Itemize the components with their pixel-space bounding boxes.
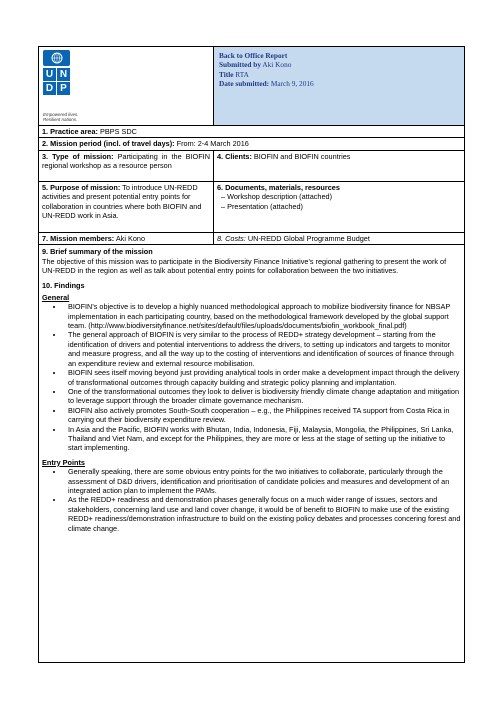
date-label: Date submitted:	[219, 79, 270, 89]
logo-cell	[39, 47, 214, 126]
submitted-value: Aki Kono	[262, 60, 292, 70]
costs-cell	[214, 232, 465, 244]
general-findings-list	[42, 302, 461, 453]
document-item: – Presentation (attached)	[221, 202, 461, 211]
list-item: • BIOFIN's objective is to develop a highly nuanced methodological approach to mobilize biodiversity finance for NBSAP implementation in each participating country, based on the methodological framework developed by the global support team. (http://www.biodiversityfinance.net/sites/default/files/uploads/documents/biofin_workbook_final.pdf)	[64, 302, 461, 330]
members-value: Aki Kono	[115, 233, 146, 243]
mission-period-row	[39, 138, 465, 150]
date-value: March 9, 2016	[270, 79, 314, 89]
un-emblem-icon	[43, 50, 70, 66]
logo-letter: U	[43, 68, 56, 81]
practice-area-row	[39, 126, 465, 138]
type-label: 3. Type of mission:	[42, 151, 114, 161]
summary-heading: 9. Brief summary of the mission	[42, 247, 153, 257]
clients-label: 4. Clients:	[217, 151, 252, 161]
list-item: • BIOFIN sees itself moving beyond just providing analytical tools in order make a development impact through the delivery of transformational outcomes through capacity building and strategic policy planning and implantation.	[64, 368, 461, 387]
report-body	[39, 245, 465, 663]
list-item: • Generally speaking, there are some obvious entry points for the two initiatives to collaborate, particularly through the assessment of D&D drivers, identification and prioritisation of candidate policies and measures and development of an integrated action plan to implement the PAMs.	[64, 467, 461, 495]
costs-value: UN-REDD Global Programme Budget	[247, 233, 370, 243]
title-value: RTA	[235, 69, 249, 79]
logo-tagline: Empowered lives. Resilient nations.	[43, 112, 79, 122]
report-form-table	[38, 46, 465, 663]
logo-letter: D	[43, 82, 56, 95]
list-item: • In Asia and the Pacific, BIOFIN works with Bhutan, India, Indonesia, Fiji, Malaysia, Mongolia, the Philippines, Sri Lanka, Thailand and Viet Nam, and except for the Philippines, they are more or less at the stage of setting up the initiative to start implementing.	[64, 425, 461, 453]
practice-label: 1. Practice area:	[42, 127, 98, 136]
report-header	[214, 47, 465, 126]
general-heading: General	[42, 292, 70, 302]
purpose-cell	[39, 181, 214, 232]
findings-heading: 10. Findings	[42, 281, 85, 291]
title-label: Title	[219, 69, 234, 79]
purpose-value: To introduce UN-REDD activities and present potential entry points for collaboration in countries where both BIOFIN and UN-REDD work in Asia.	[42, 182, 202, 221]
logo-letter: N	[57, 68, 70, 81]
report-sheet	[38, 46, 464, 663]
period-label: 2. Mission period (incl. of travel days):	[42, 139, 175, 149]
submitted-label: Submitted by	[219, 60, 261, 70]
mission-type-cell	[39, 150, 214, 181]
list-item: • As the REDD+ readiness and demonstration phases generally focus on a much wider range of issues, sectors and stakeholders, concerning land use and land cover change, it would be of benefit to BIOFIN to make use of the existing REDD+ readiness/demonstration infrastructure to build on the existing policy debates and processes concering forest and climate change.	[64, 495, 461, 533]
documents-label: 6. Documents, materials, resources	[217, 182, 340, 192]
list-item: • One of the transformational outcomes they look to deliver is biodiversity friendly climate change adaptation and mitigation to leverage support through the broader climate governance mechanism.	[64, 387, 461, 406]
list-item: • BIOFIN also actively promotes South-South cooperation – e.g., the Philippines received TA support from Costa Rica in carrying out their biodiversity expenditure review.	[64, 406, 461, 425]
documents-cell	[214, 181, 465, 232]
entry-points-list	[42, 467, 461, 533]
period-value: From: 2-4 March 2016	[176, 139, 249, 149]
clients-value: BIOFIN and BIOFIN countries	[253, 151, 351, 161]
practice-value: PBPS SDC	[100, 127, 137, 136]
logo-letter: P	[57, 82, 70, 95]
documents-list	[217, 192, 461, 211]
list-item: • The general approach of BIOFIN is very similar to the process of REDD+ strategy development – starting from the identification of drivers and potential interventions to address the drivers, to setting up indicators and targets to monitor and measure progress, and all the way up to the costing of interventions and identification of sources of finance through an expenditure review and external resource mobilisation.	[64, 330, 461, 368]
purpose-label: 5. Purpose of mission:	[42, 182, 121, 192]
type-value: Participating in the BIOFIN regional workshop as a resource person	[42, 151, 210, 171]
summary-text: The objective of this mission was to participate in the Biodiversity Finance Initiative's regional gathering to present the work of UN-REDD in the region as well as talk about potential entry points for collaboration between the two initiatives.	[42, 256, 447, 276]
members-label: 7. Mission members:	[42, 233, 115, 243]
members-cell	[39, 232, 214, 244]
costs-label: 8. Costs:	[217, 233, 246, 243]
clients-cell	[214, 150, 465, 181]
undp-logo	[43, 68, 209, 109]
document-item: – Workshop description (attached)	[221, 192, 461, 201]
entry-points-heading: Entry Points	[42, 457, 85, 467]
report-title: Back to Office Report	[219, 51, 288, 60]
